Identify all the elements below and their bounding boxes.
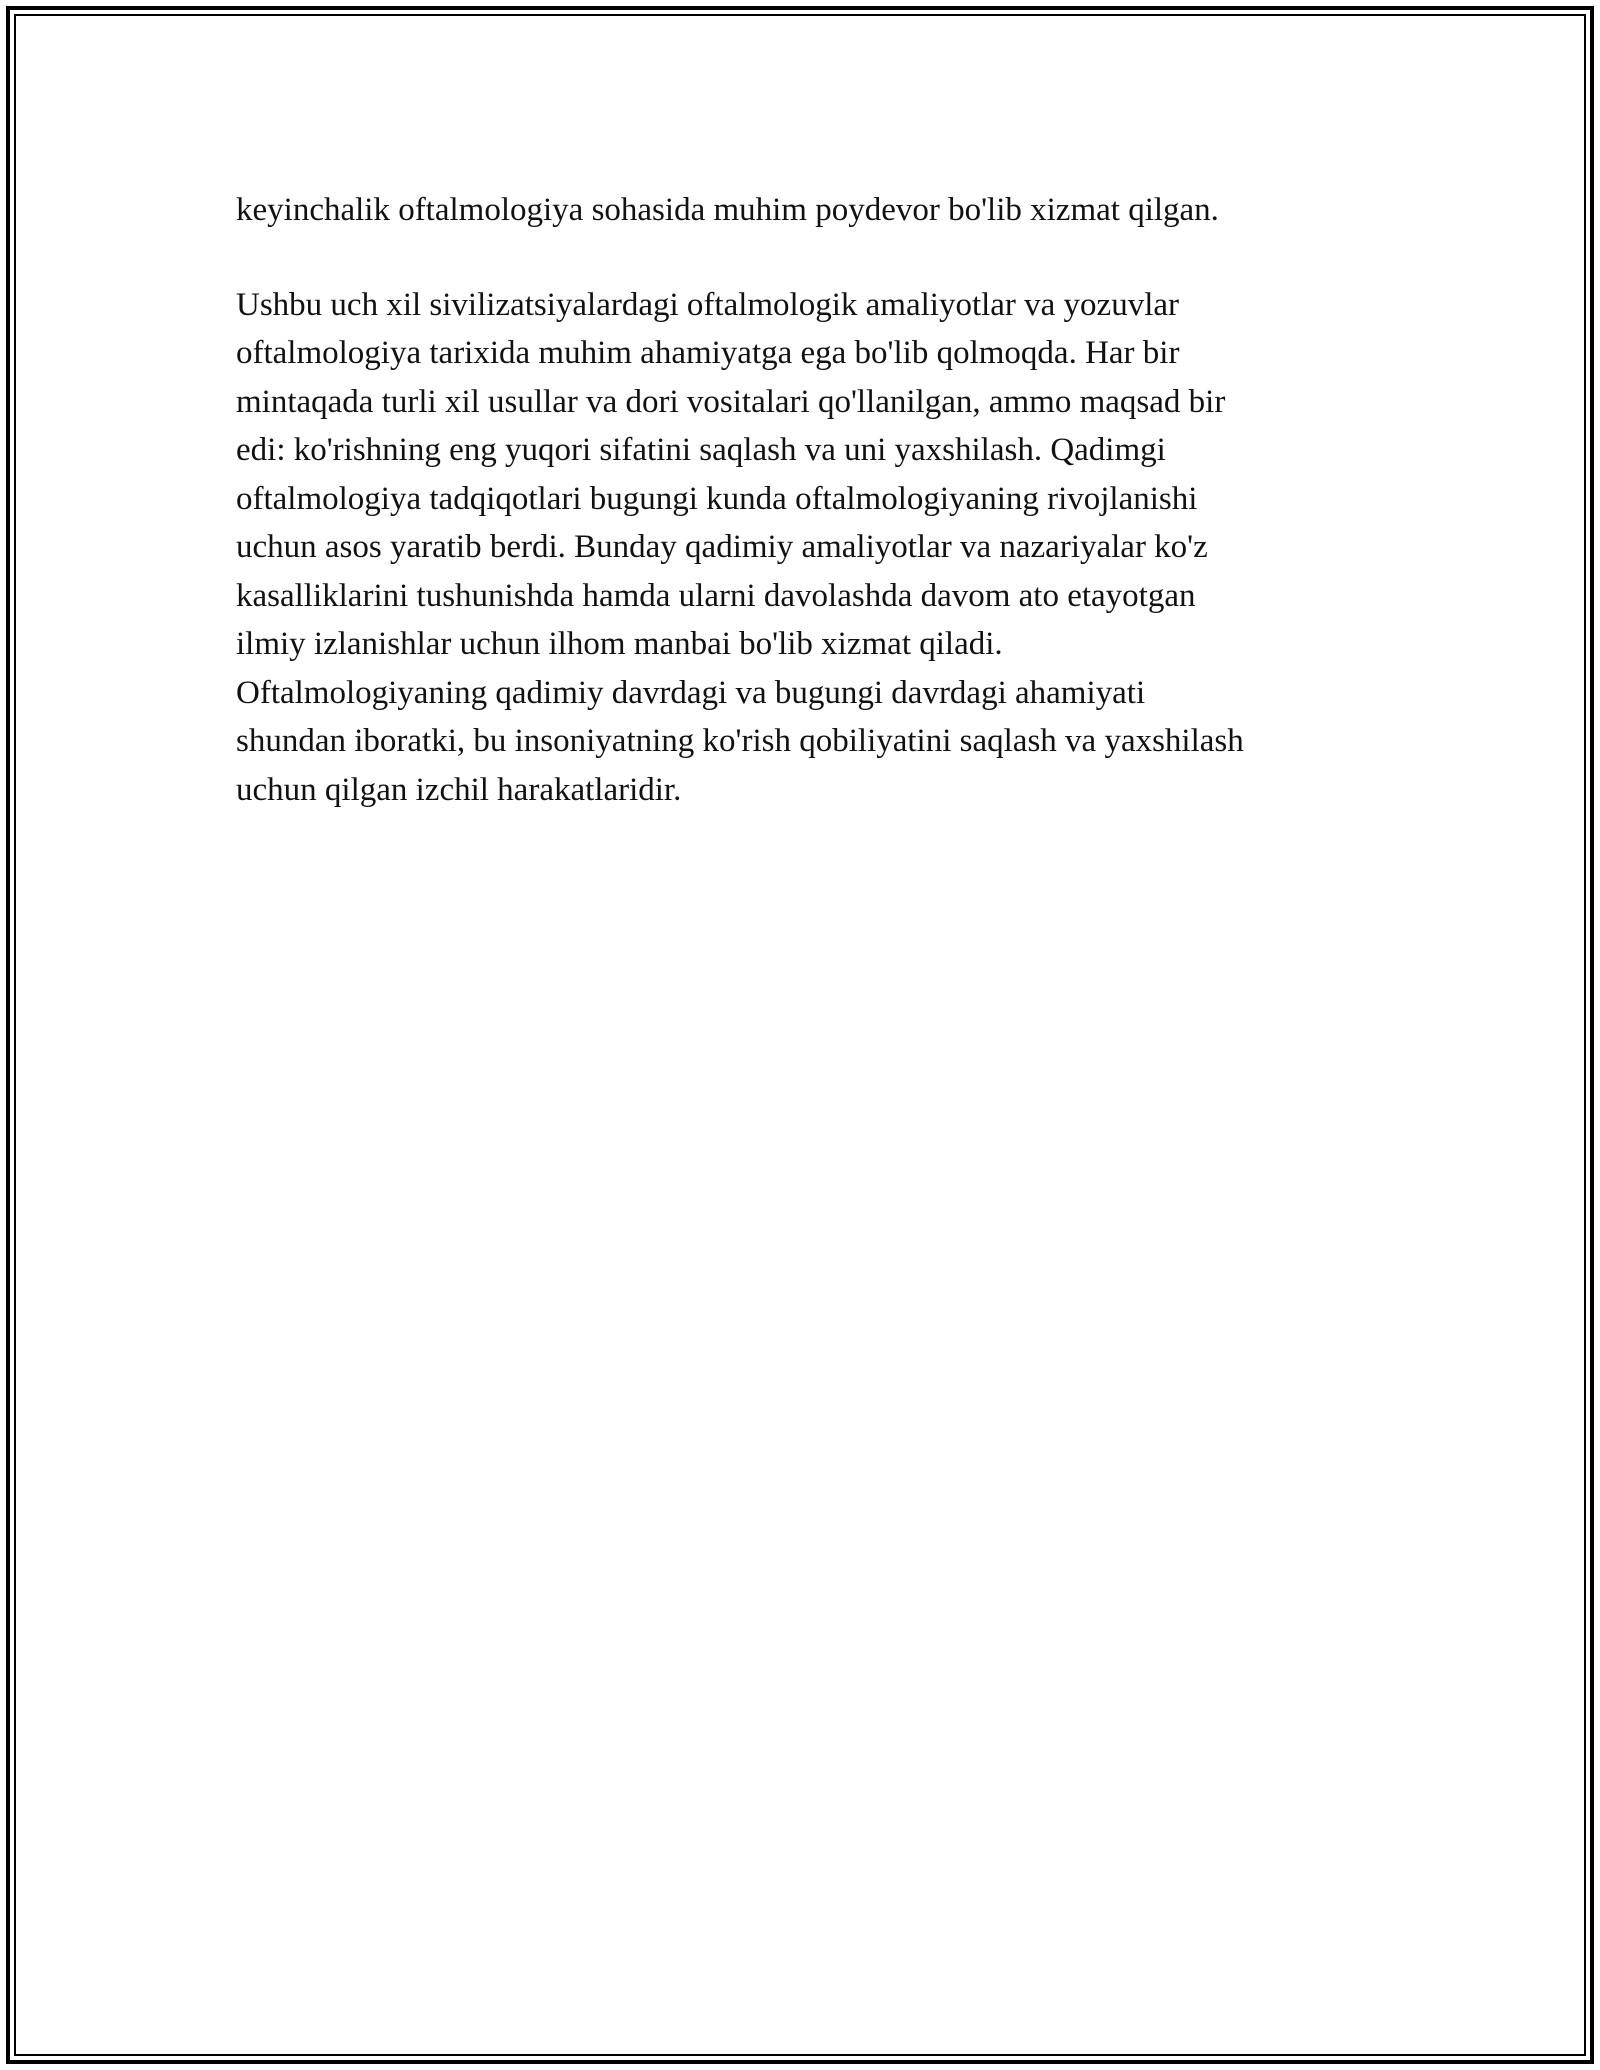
paragraph-continuation: keyinchalik oftalmologiya sohasida muhim poydevor bo'lib xizmat qilgan.	[236, 192, 1219, 228]
page-body	[236, 186, 1366, 814]
paragraph-conclusion: Ushbu uch xil sivilizatsiyalardagi oftalmologik amaliyotlar va yozuvlar oftalmologiya tarixida muhim ahamiyatga ega bo'lib qolmoqda. Har bir mintaqada turli xil usullar va dori vositalari qo'llanilgan, ammo maqsad bir edi: ko'rishning eng yuqori sifatini saqlash va uni yaxshilash. Qadimgi oftalmologiya tadqiqotlari bugungi kunda oftalmologiyaning rivojlanishi uchun asos yaratib berdi. Bunday qadimiy amaliyotlar va nazariyalar ko'z kasalliklarini tushunishda hamda ularni davolashda davom ato etayotgan ilmiy izlanishlar uchun ilhom manbai bo'lib xizmat qiladi. Oftalmologiyaning qadimiy davrdagi va bugungi davrdagi ahamiyati shundan iboratki, bu insoniyatning ko'rish qobiliyatini saqlash va yaxshilash uchun qilgan izchil harakatlaridir.	[236, 286, 1244, 808]
